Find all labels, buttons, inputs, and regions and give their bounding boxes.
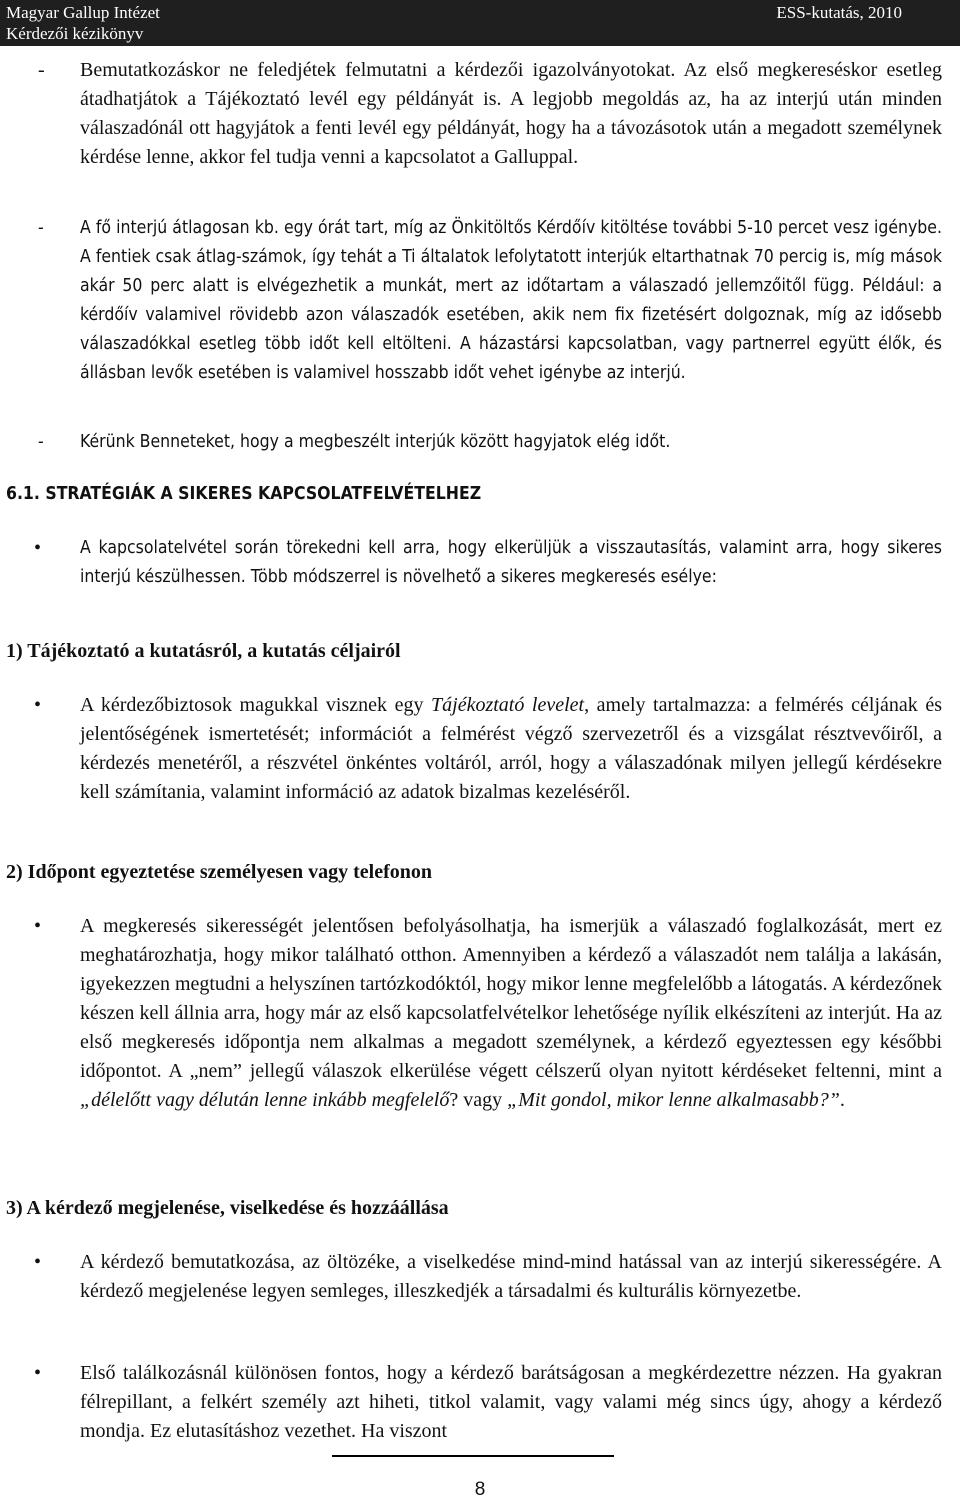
header-organization: Magyar Gallup Intézet bbox=[6, 3, 160, 22]
example-question-2: „Mit gondol, mikor lenne alkalmasabb?” bbox=[507, 1089, 840, 1111]
letter-title-emphasis: Tájékoztató levelet bbox=[431, 694, 585, 716]
example-question-1: „délelőtt vagy délután lenne inkább megfelelő bbox=[80, 1089, 450, 1111]
section-heading: 6.1. STRATÉGIÁK A SIKERES KAPCSOLATFELVÉTELHEZ bbox=[6, 484, 482, 504]
subsection-3-heading: 3) A kérdező megjelenése, viselkedése és hozzáállása bbox=[6, 1197, 449, 1219]
text-run: , amely tartalmazza: a felmérés céljának és jelentőségének ismertetését; információt a felmérést végző szervezetről és a vizsgálat résztvevőiről, a kérdezés menetéről, a részvétel önkéntes voltáról, arról, hogy a válaszadónak milyen jellegű kérdésekre kell számítania, valamint információ az adatok bizalmas kezeléséről. bbox=[80, 694, 942, 803]
dash-marker: - bbox=[38, 59, 45, 81]
bullet-marker: • bbox=[34, 915, 42, 937]
subsection-3-text-2: Első találkozásnál különösen fontos, hogy a kérdező barátságosan a megkérdezettre nézzen. Ha gyakran félrepillant, a felkért személy azt hiheti, titkol valamit, vagy valami még sincs úgy, ahogy a kérdező mondja. Ez elutasításhoz vezethet. Ha viszont bbox=[80, 1362, 942, 1442]
bullet-marker: • bbox=[34, 1251, 42, 1273]
footnote-separator bbox=[332, 1455, 614, 1457]
intro-item-text: Bemutatkozáskor ne feledjétek felmutatni a kérdezői igazolványotokat. Az első megkereséskor esetleg átadhatjátok a Tájékoztató levél egy példányát is. A legjobb megoldás az, ha az interjú után minden válaszadónál ott hagyjátok a fenti levél egy példányát, hogy ha a távozásotok után a megadott személynek kérdése lenne, akkor fel tudja venni a kapcsolatot a Galluppal. bbox=[80, 59, 942, 168]
page-number: 8 bbox=[474, 1479, 486, 1500]
bullet-marker: • bbox=[34, 1362, 42, 1384]
subsection-1-text bbox=[80, 691, 942, 807]
text-run: ? vagy bbox=[449, 1089, 508, 1111]
text-run: . bbox=[839, 1089, 845, 1111]
text-run: A megkeresés sikerességét jelentősen befolyásolhatja, ha ismerjük a válaszadó foglalkozását, mert ez meghatározhatja, hogy mikor található otthon. Amennyiben a kérdező a válaszadót nem találja a lakásán, igyekezzen megtudni a helyszínen tartózkodóktól, hogy mikor lenne megfelelőbb a látogatás. A kérdezőnek készen kell állnia arra, hogy már az első kapcsolatfelvételkor lehetősége nyílik elkészíteni az interjút. Ha az első megkeresés időpontja nem alkalmas a megadott személynek, a kérdező egyeztessen egy későbbi időpontot. A „nem” jellegű válaszok elkerülése végett célszerű olyan nyitott kérdéseket feltenni, mint a bbox=[80, 915, 942, 1082]
intro-item-text: Kérünk Benneteket, hogy a megbeszélt interjúk között hagyjatok elég időt. bbox=[80, 432, 671, 452]
dash-marker: - bbox=[38, 218, 44, 238]
page-header bbox=[0, 0, 960, 46]
subsection-2-heading: 2) Időpont egyeztetése személyesen vagy telefonon bbox=[6, 861, 433, 883]
intro-item-text: A fő interjú átlagosan kb. egy órát tart, míg az Önkitöltős Kérdőív kitöltése további 5-10 percet vesz igénybe. A fentiek csak átlag-számok, így tehát a Ti általatok lefolytatott interjúk eltarthatnak 70 percig is, míg mások akár 50 perc alatt is elvégezhetik a munkát, mert az időtartam a válaszadó jellemzőitől függ. Például: a kérdőív valamivel rövidebb azon válaszadók esetében, akik nem fix fizetésért dolgoznak, míg az idősebb válaszadókkal esetleg több időt kell eltölteni. A házastársi kapcsolatban, vagy partnerrel együtt élők, és állásban levők esetében is valamivel hosszabb időt vehet igénybe az interjú. bbox=[80, 218, 942, 383]
dash-marker: - bbox=[38, 432, 44, 452]
header-project: ESS-kutatás, 2010 bbox=[776, 3, 902, 22]
header-document-title: Kérdezői kézikönyv bbox=[6, 24, 144, 43]
bullet-marker: • bbox=[34, 694, 42, 716]
subsection-2-text bbox=[80, 912, 942, 1115]
text-run: A kérdezőbiztosok magukkal visznek egy bbox=[80, 694, 432, 716]
subsection-3-text-1: A kérdező bemutatkozása, az öltözéke, a viselkedése mind-mind hatással van az interjú sikerességére. A kérdező megjelenése legyen semleges, illeszkedjék a társadalmi és kulturális környezetbe. bbox=[80, 1251, 942, 1302]
subsection-1-heading: 1) Tájékoztató a kutatásról, a kutatás céljairól bbox=[6, 640, 401, 662]
bullet-marker: • bbox=[34, 537, 42, 559]
section-intro-text: A kapcsolatelvétel során törekedni kell arra, hogy elkerüljük a visszautasítás, valamint arra, hogy sikeres interjú készülhessen. Több módszerrel is növelhető a sikeres megkeresés esélye: bbox=[80, 538, 942, 587]
